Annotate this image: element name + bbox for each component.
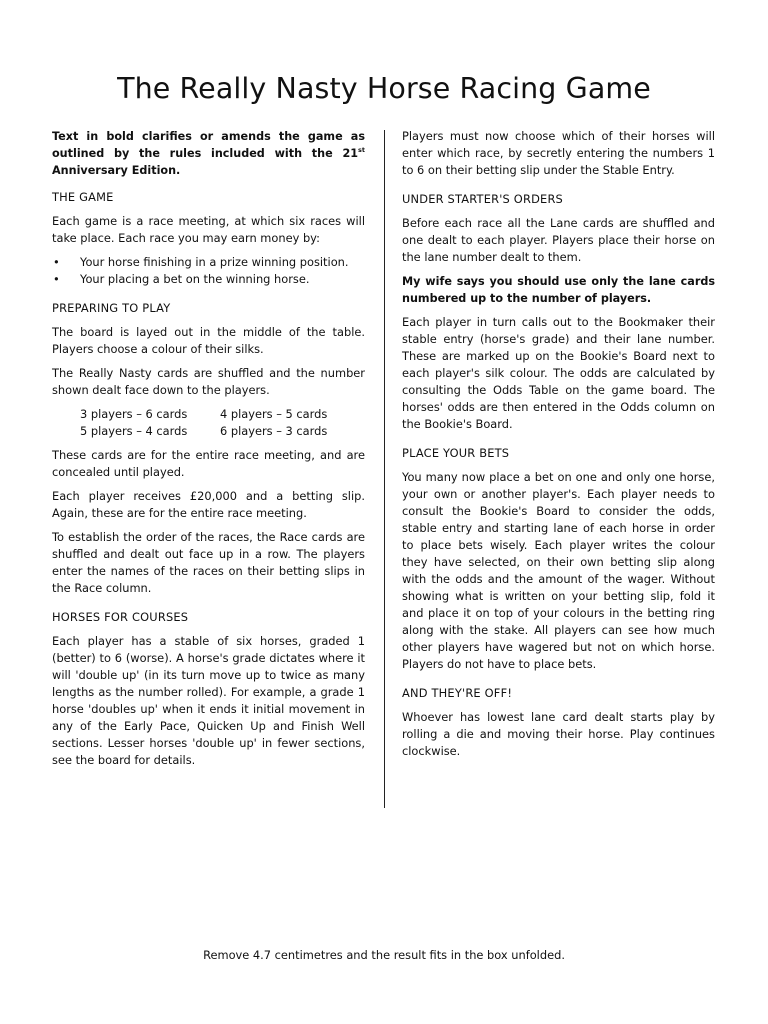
table-row — [80, 406, 327, 423]
heading-under-starters-orders: UNDER STARTER'S ORDERS — [402, 192, 563, 206]
preparing-text-1: The board is layed out in the middle of the table. Players choose a colour of their silks. — [52, 325, 365, 356]
preparing-text-5: To establish the order of the races, the Race cards are shuffled and dealt out face up in a row. The players enter the names of the races on their betting slips in the Race column. — [52, 530, 365, 595]
table-cell: 6 players – 3 cards — [220, 424, 328, 438]
stable-entry-text: Players must now choose which of their horses will enter which race, by secretly entering the numbers 1 to 6 on their betting slip under the Stable Entry. — [402, 129, 715, 177]
footer-note: Remove 4.7 centimetres and the result fits in the box unfolded. — [203, 948, 565, 962]
heading-and-theyre-off: AND THEY'RE OFF! — [402, 686, 513, 700]
preparing-text-2: The Really Nasty cards are shuffled and the number shown dealt face down to the players. — [52, 366, 365, 397]
theyre-off-text: Whoever has lowest lane card dealt starts play by rolling a die and moving their horse. Play continues clockwise. — [402, 710, 715, 758]
preparing-text-4: Each player receives £20,000 and a betting slip. Again, these are for the entire race meeting. — [52, 489, 365, 520]
list-item: • Your placing a bet on the winning horse. — [52, 271, 365, 288]
heading-place-your-bets: PLACE YOUR BETS — [402, 446, 510, 460]
right-column — [402, 128, 715, 767]
bets-text: You many now place a bet on one and only one horse, your own or another player's. Each player needs to consult the Bookie's Board to consider the odds, stable entry and starting lane of each horse in order to place bets wisely. Each player writes the colour they have selected, on their own betting slip along with the odds and the amount of the wager. Without showing what is written on your betting slip, fold it and place it on top of your colours in the betting ring along with the stake. All players can see how much other players have wagered but not on which horse. Players do not have to place bets. — [402, 470, 715, 671]
horses-text: Each player has a stable of six horses, graded 1 (better) to 6 (worse). A horse's grade dictates where it will 'double up' (in its turn move up to twice as many lengths as the number rolled). For example, a grade 1 horse 'doubles up' when it ends it initial movement in any of the Early Pace, Quicken Up and Finish Well sections. Lesser horses 'double up' in fewer sections, see the board for details. — [52, 634, 365, 767]
starters-text-1: Before each race all the Lane cards are shuffled and one dealt to each player. Players place their horse on the lane number dealt to them. — [402, 216, 715, 264]
starters-text-2: Each player in turn calls out to the Bookmaker their stable entry (horse's grade) and their lane number. These are marked up on the Bookie's Board next to each player's silk colour. The odds are calculated by consulting the Odds Table on the game board. The horses' odds are then entered in the Odds column on the Bookie's Board. — [402, 315, 715, 431]
intro-note: Text in bold clarifies or amends the game as outlined by the rules included with the 21st Anniversary Edition. — [52, 130, 365, 177]
heading-horses-for-courses: HORSES FOR COURSES — [52, 610, 189, 624]
earn-money-list — [52, 254, 365, 288]
table-row — [80, 423, 327, 440]
table-cell: 4 players – 5 cards — [220, 407, 328, 421]
heading-the-game: THE GAME — [52, 190, 114, 204]
left-column — [52, 128, 365, 776]
list-item: • Your horse finishing in a prize winning position. — [52, 254, 365, 271]
heading-preparing-to-play: PREPARING TO PLAY — [52, 301, 171, 315]
table-cell: 5 players – 4 cards — [80, 424, 188, 438]
cards-per-player-table — [80, 406, 327, 440]
table-cell: 3 players – 6 cards — [80, 407, 188, 421]
the-game-text: Each game is a race meeting, at which six races will take place. Each race you may earn money by: — [52, 214, 365, 245]
lane-cards-note: My wife says you should use only the lane cards numbered up to the number of players. — [402, 275, 715, 305]
page-title: The Really Nasty Horse Racing Game — [117, 72, 651, 105]
column-divider — [384, 130, 385, 808]
preparing-text-3: These cards are for the entire race meeting, and are concealed until played. — [52, 448, 365, 479]
